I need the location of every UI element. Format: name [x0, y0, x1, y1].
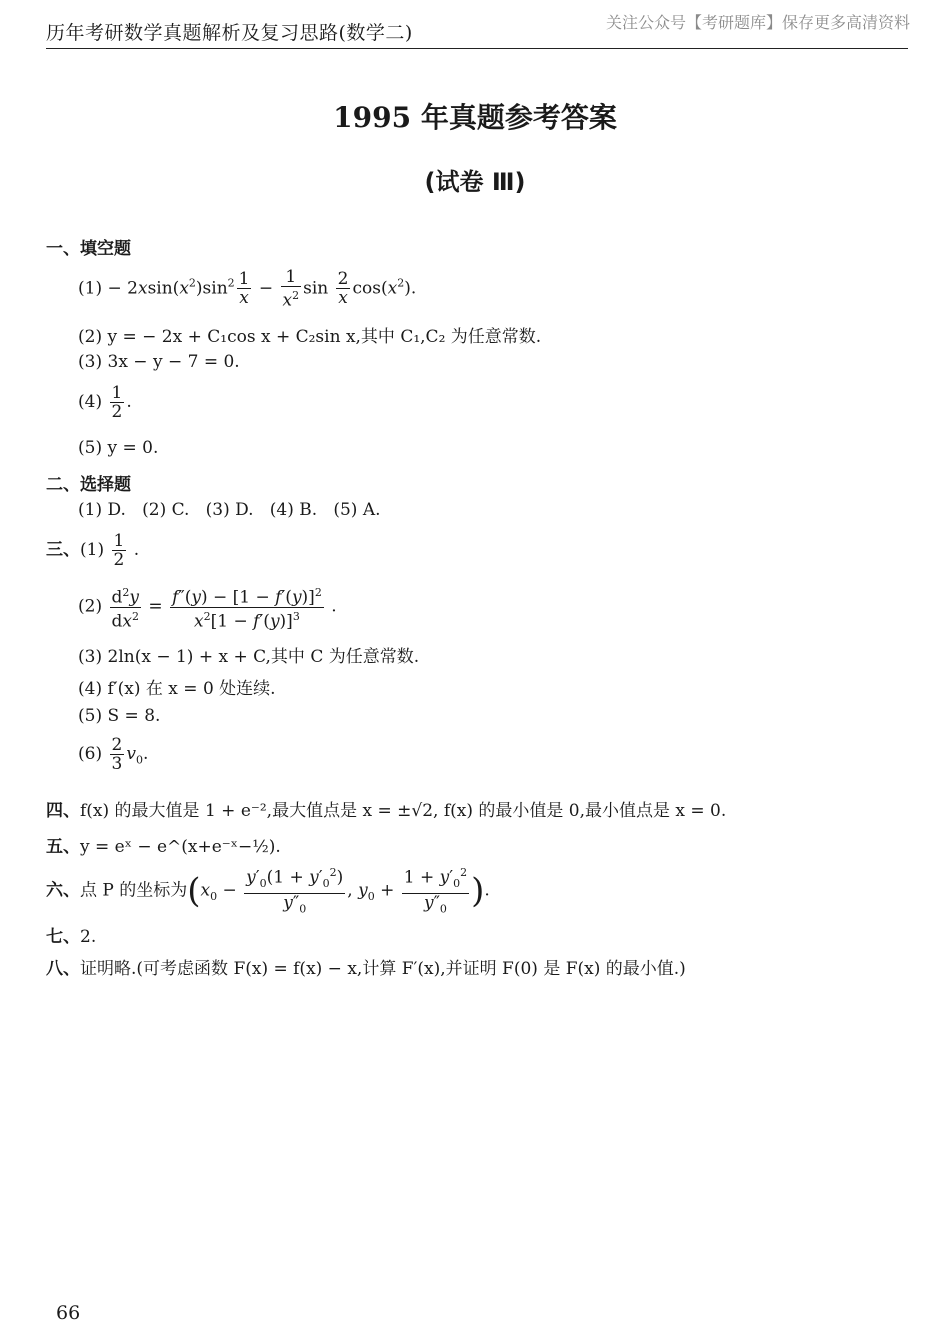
section-three: 三、 [46, 540, 80, 560]
answer-eight [46, 954, 686, 979]
calc-label-2: (2) [78, 596, 103, 617]
answer-four [46, 796, 726, 821]
choice-answers: (1) D. (2) C. (3) D. (4) B. (5) A. [78, 500, 381, 520]
fill-answer-4: (4) $\frac{1}{2}$ . [78, 383, 132, 422]
calc-answer-4 [78, 674, 276, 699]
calc-label-3: (3) [78, 647, 103, 667]
answer-seven-text: 2. [80, 927, 97, 947]
header-rule [46, 48, 908, 49]
fill-label-2: (2) [78, 327, 103, 347]
section-eight: 八、 [46, 959, 80, 979]
page-subtitle: (试卷 Ⅲ) [424, 168, 526, 196]
fill-text-5: y = 0. [107, 438, 159, 458]
answer-eight-text: 证明略.(可考虑函数 F(x) = f(x) − x,计算 F′(x),并证明 F(0) 是 F(x) 的最小值.) [80, 959, 686, 979]
answer-six: 六、点 P 的坐标为($x_0$ − $\frac{y'_0(1 + y'_0^2)}{y''_0}$ , $y_0$ + $\frac{1 + y'_0^2}{y''_0}$ ). [46, 866, 490, 916]
calc-answer-1: 三、(1) $\frac{1}{2}$ . [46, 531, 140, 570]
fill-answer-2 [78, 322, 541, 347]
section-six: 六、 [46, 880, 80, 901]
watermark-text: 关注公众号【考研题库】保存更多高清资料 [605, 13, 910, 32]
calc-text-4: f′(x) 在 x = 0 处连续. [107, 679, 276, 699]
section-four: 四、 [46, 801, 80, 821]
calc-text-5: S = 8. [107, 706, 161, 726]
fill-text-2: y = − 2x + C₁cos x + C₂sin x,其中 C₁,C₂ 为任意常数. [107, 327, 542, 347]
answer-four-text: f(x) 的最大值是 1 + e⁻²,最大值点是 x = ±√2, f(x) 的最小值是 0,最小值点是 x = 0. [80, 801, 727, 821]
section-fill-blank: 一、填空题 [46, 239, 131, 259]
calc-label-4: (4) [78, 679, 103, 699]
running-header: 历年考研数学真题解析及复习思路(数学二) [46, 22, 413, 44]
answer-five-text: y = eˣ − e^(x+e⁻ˣ−½). [80, 837, 281, 857]
answer-six-prefix: 点 P 的坐标为 [80, 880, 188, 901]
calc-text-3: 2ln(x − 1) + x + C,其中 C 为任意常数. [107, 647, 420, 667]
section-five: 五、 [46, 837, 80, 857]
calc-answer-2: (2) $\frac{d^2y}{dx^2}$ = $\frac{f''(y) - [1 - f'(y)]^2}{x^2[1 - f'(y)]^3}$ . [78, 586, 337, 632]
fill-answer-3 [78, 352, 240, 372]
calc-label-5: (5) [78, 706, 103, 726]
fill-answer-5 [78, 438, 158, 458]
calc-answer-3 [78, 642, 419, 667]
fill-label-4: (4) [78, 392, 103, 412]
section-multiple-choice: 二、选择题 [46, 475, 131, 495]
fill-label-5: (5) [78, 438, 103, 458]
fill-label-1: (1) [78, 278, 103, 299]
page-title: 1995 年真题参考答案 [333, 101, 617, 134]
answer-five [46, 832, 281, 857]
calc-label-6: (6) [78, 744, 103, 764]
page-number: 66 [56, 1302, 81, 1324]
section-seven: 七、 [46, 927, 80, 947]
fill-label-3: (3) [78, 352, 103, 372]
fill-text-3: 3x − y − 7 = 0. [107, 352, 240, 372]
calc-answer-6: (6) $\frac{2}{3}$ $v_0$. [78, 735, 149, 774]
fill-answer-1: $(1) - 2xsin(x^2)\sin^2$ $\frac{1}{x}$ − $\frac{1}{x^2}$ sin $\frac{2}{x}$ $\cos(x^2)$. [78, 267, 417, 311]
answer-seven [46, 922, 96, 947]
calc-answer-5 [78, 706, 160, 726]
calc-label-1: (1) [80, 540, 105, 560]
